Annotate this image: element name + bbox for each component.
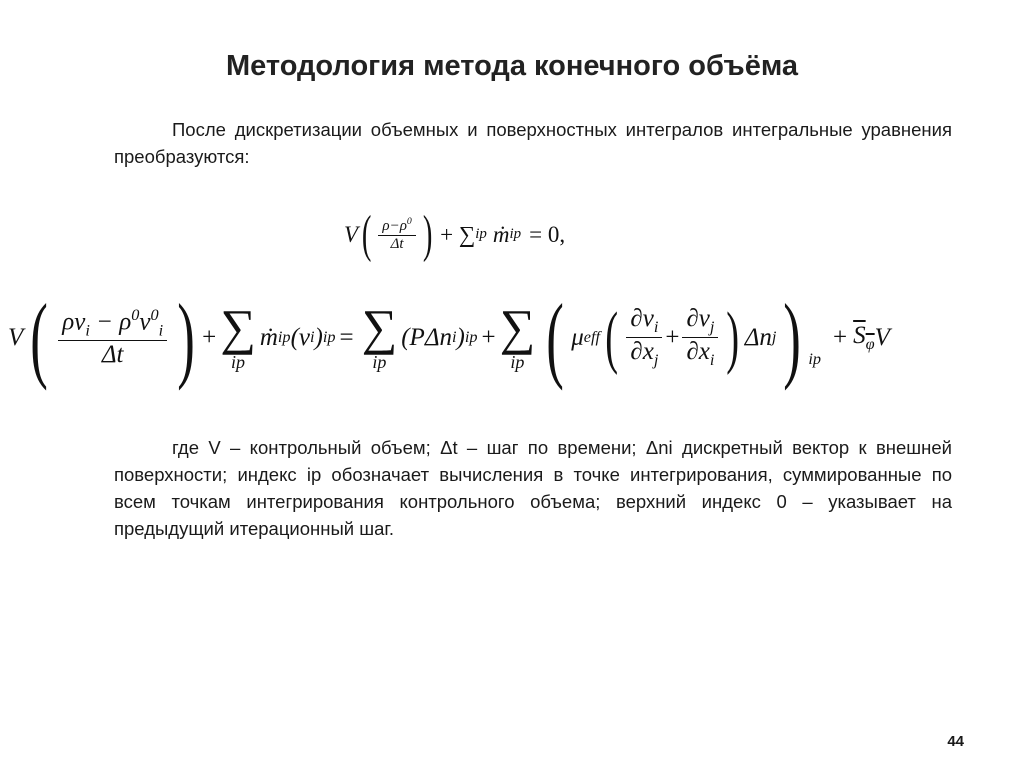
sum-symbol: ∑ ip (220, 299, 256, 372)
eq-term: μ (571, 323, 584, 351)
eq-term: + (202, 323, 217, 351)
fraction (626, 305, 662, 370)
eq-term: 0 (406, 216, 412, 227)
momentum-equation (8, 282, 890, 393)
paren-left: ( (361, 206, 372, 263)
eq-term: Δt (390, 236, 404, 252)
sum-symbol: ∑ ip (499, 299, 536, 372)
eq-term: + (833, 323, 848, 351)
eq-term: = (339, 323, 354, 351)
slide-title: Методология метода конечного объёма (225, 50, 799, 82)
source-term (853, 322, 875, 354)
eq-term: ρ−ρ (382, 218, 407, 234)
intro-text: После дискретизации объемных и поверхностных интегралов интегральные уравнения преобразуются: (114, 119, 952, 167)
eq-term: ip (808, 350, 822, 368)
eq-term: j (653, 351, 659, 369)
continuity-equation (344, 205, 565, 264)
eq-term: 0 (150, 305, 159, 324)
explanation-text: где V – контрольный объем; Δt – шаг по времени; Δni дискретный вектор к внешней поверхности; индекс ip обозначает вычисления в точке интегрирования, суммированные по всем точкам интегрирования контрольного объема; верхний индекс 0 – указывает на предыдущий итерационный шаг. (114, 437, 952, 539)
eq-term: ∂v (630, 305, 654, 332)
eq-term: eff (583, 328, 601, 346)
eq-term: (PΔn (401, 323, 453, 351)
eq-term: ṁ (259, 323, 278, 351)
eq-term: ip (464, 328, 478, 346)
fraction (682, 305, 718, 370)
sum-symbol: ∑ ip (361, 299, 398, 372)
sum-limit: ip (510, 352, 525, 372)
paren-left: ( (605, 298, 619, 376)
paren-left: ( (546, 284, 565, 391)
eq-term: j (771, 328, 777, 346)
paren-right: ) (422, 206, 433, 263)
page-number: 44 (947, 733, 964, 750)
eq-term: v (139, 308, 151, 336)
eq-term: i (85, 321, 90, 340)
eq-term: ip (322, 328, 336, 346)
eq-term: i (653, 318, 659, 336)
eq-term: 0 (131, 305, 140, 324)
explanation-paragraph (114, 434, 952, 542)
eq-term: j (709, 318, 715, 336)
eq-term: Δn (744, 323, 772, 351)
eq-term: V (344, 221, 359, 247)
eq-term: ∂x (630, 338, 654, 365)
eq-term: ip (475, 226, 487, 242)
eq-term: ∂x (686, 338, 710, 365)
paren-right: ) (783, 284, 802, 391)
paren-left: ( (30, 284, 49, 391)
eq-term: i (452, 328, 457, 346)
eq-term: ) (314, 323, 323, 351)
eq-term: i (709, 351, 715, 369)
eq-term: i (309, 328, 315, 346)
eq-term: ip (509, 226, 522, 242)
eq-term: i (158, 321, 164, 340)
eq-term: V (8, 323, 24, 351)
eq-term: S (853, 321, 866, 349)
intro-paragraph (114, 116, 952, 170)
eq-term: ) (456, 323, 465, 351)
eq-term: Δt (101, 341, 124, 369)
eq-term: ∂v (686, 305, 710, 332)
eq-term: (v (290, 323, 310, 351)
eq-term: + ∑ (440, 221, 476, 247)
eq-term: ip (277, 328, 291, 346)
sum-limit: ip (231, 352, 246, 372)
paren-right: ) (726, 298, 740, 376)
eq-term: ṁ (492, 221, 510, 247)
sum-limit: ip (372, 352, 387, 372)
paren-right: ) (177, 284, 195, 391)
eq-term: − ρ (89, 308, 132, 336)
fraction (58, 306, 167, 369)
eq-term: ρv (62, 308, 86, 336)
eq-term: = 0, (529, 221, 566, 247)
eq-term: + (481, 323, 496, 351)
eq-term: + (665, 323, 680, 351)
eq-term: V (874, 323, 890, 351)
fraction (378, 216, 415, 253)
eq-term: φ (865, 334, 875, 353)
